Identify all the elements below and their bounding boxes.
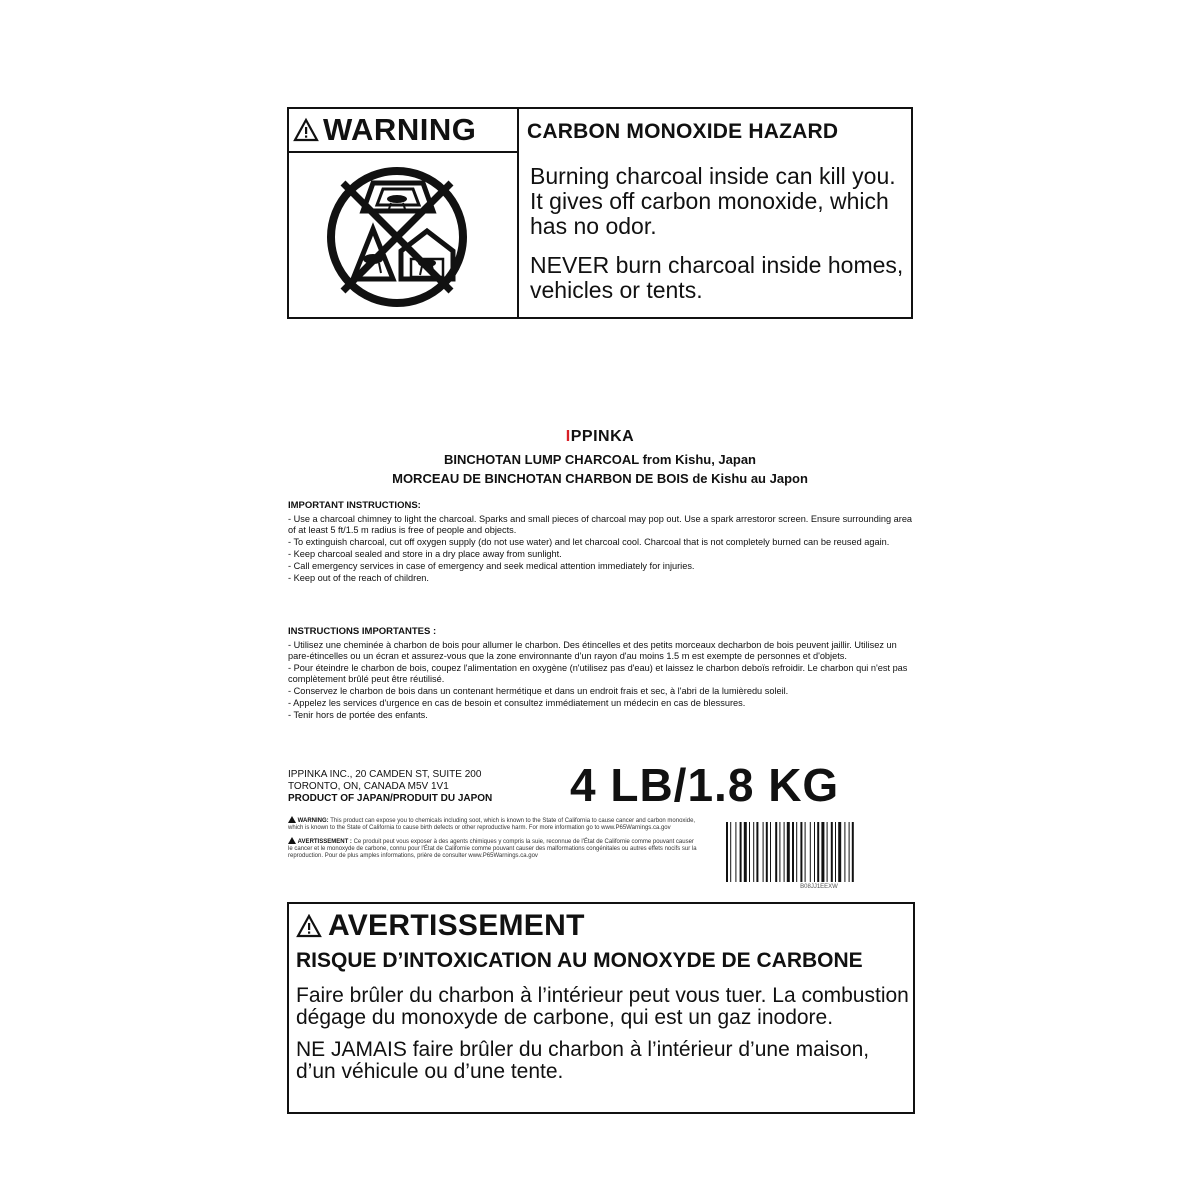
prop65-fr-label: AVERTISSEMENT :	[297, 839, 352, 845]
hazard-title: CARBON MONOXIDE HAZARD	[527, 120, 839, 143]
list-item: - Utilisez une cheminée à charbon de bois pour allumer le charbon. Des étincelles et des petits morceaux decharbon de bois peuvent jaillir. Utilisez un pare-étincelles ou un écran et assurez-vous que la zone environnante d'un rayon d'au moins 1.5 m est exempte de personnes et d'objets.	[288, 640, 897, 661]
list-item: - Appelez les services d'urgence en cas de besoin et consultez immédiatement un médecin en cas de blessures.	[288, 698, 746, 708]
avertissement-subtitle: RISQUE D’INTOXICATION AU MONOXYDE DE CARBONE	[296, 949, 863, 972]
avertissement-paragraph-1: Faire brûler du charbon à l’intérieur peut vous tuer. La combustion dégage du monoxyde de carbone, qui est un gaz inodore.	[296, 984, 909, 1029]
product-name-fr: MORCEAU DE BINCHOTAN CHARBON DE BOIS de Kishu au Japon	[392, 471, 808, 486]
avertissement-heading	[296, 909, 913, 943]
list-item: - Keep charcoal sealed and store in a dry place away from sunlight.	[288, 549, 562, 559]
list-item: - Tenir hors de portée des enfants.	[288, 710, 428, 720]
product-origin: PRODUCT OF JAPAN/PRODUIT DU JAPON	[288, 793, 493, 804]
brand-rest: PPINKA	[570, 428, 635, 445]
list-item: - To extinguish charcoal, cut off oxygen supply (do not use water) and let charcoal cool. Charcoal that is not completely burned can be reused again.	[288, 537, 890, 547]
barcode-icon	[724, 822, 914, 882]
instructions-en	[288, 500, 914, 585]
instructions-en-heading: IMPORTANT INSTRUCTIONS:	[288, 500, 421, 511]
list-item: - Call emergency services in case of emergency and seek medical attention immediately for injuries.	[288, 561, 695, 571]
prop65-en	[288, 816, 698, 832]
prop65-fr-text: Ce produit peut vous exposer à des agents chimiques y compris la suie, reconnue de l'État de Californie comme pouvant causer le cancer et le monoxyde de carbone, connu pour l'État de Californie comme pouvant causer des malformations congénitales ou autres effets nocifs sur la reproduction. Pour de plus amples informations, prière de consulter www.P65Warnings.ca.gov	[288, 839, 697, 859]
address-line-2: TORONTO, ON, CANADA M5V 1V1	[288, 781, 449, 792]
warning-heading-text: WARNING	[323, 112, 477, 147]
net-weight: 4 LB/1.8 KG	[570, 759, 840, 811]
company-address	[288, 769, 558, 805]
warning-triangle-icon	[293, 117, 319, 143]
warning-triangle-icon	[296, 914, 322, 938]
warning-triangle-icon	[288, 816, 296, 823]
avertissement-panel	[287, 902, 915, 1114]
warning-triangle-icon	[288, 837, 296, 844]
prop65-warning	[288, 816, 698, 865]
list-item: - Keep out of the reach of children.	[288, 573, 429, 583]
prop65-en-text: This product can expose you to chemicals including soot, which is known to the State of California to cause cancer and carbon monoxide, which is known to the State of California to cause birth defects or other reproductive harm. For more information go to www.P65Warnings.ca.gov	[288, 818, 696, 831]
avertissement-heading-text: AVERTISSEMENT	[328, 909, 585, 942]
list-item: - Conservez le charbon de bois dans un contenant hermétique et dans un endroit frais et sec, à l'abri de la lumièredu soleil.	[288, 686, 789, 696]
prop65-fr	[288, 837, 698, 860]
co-warning-panel	[287, 107, 913, 319]
product-name-en: BINCHOTAN LUMP CHARCOAL from Kishu, Japan	[443, 452, 756, 467]
hazard-paragraph-2: NEVER burn charcoal inside homes, vehicles or tents.	[530, 252, 904, 303]
instructions-fr	[288, 626, 914, 722]
warning-left-column	[289, 109, 519, 317]
brand-name	[0, 428, 1200, 446]
instructions-fr-heading: INSTRUCTIONS IMPORTANTES :	[288, 626, 437, 637]
hazard-paragraph-1: Burning charcoal inside can kill you. It gives off carbon monoxide, which has no odor.	[530, 163, 896, 239]
prop65-en-label: WARNING:	[297, 818, 329, 824]
list-item: - Use a charcoal chimney to light the charcoal. Sparks and small pieces of charcoal may pop out. Use a spark arrestoror screen. Ensure surrounding area of at least 5 ft/1.5 m radius is free of people and objects.	[288, 514, 913, 535]
warning-heading	[289, 109, 517, 153]
list-item: - Pour éteindre le charbon de bois, coupez l'alimentation en oxygène (n'utilisez pas d'eau) et laissez le charbon deboïs refroidir. Le charbon qui n'est pas complètement brûlé peut être réutilisé.	[288, 663, 908, 684]
barcode-number: B08JJ1EEXW	[800, 884, 838, 890]
address-line-1: IPPINKA INC., 20 CAMDEN ST, SUITE 200	[288, 769, 482, 780]
warning-right-column	[521, 109, 911, 317]
avertissement-paragraph-2: NE JAMAIS faire brûler du charbon à l’intérieur d’une maison, d’un véhicule ou d’une tente.	[296, 1038, 870, 1083]
brand-initial: I	[565, 428, 571, 445]
no-indoor-grilling-icon	[317, 159, 477, 313]
